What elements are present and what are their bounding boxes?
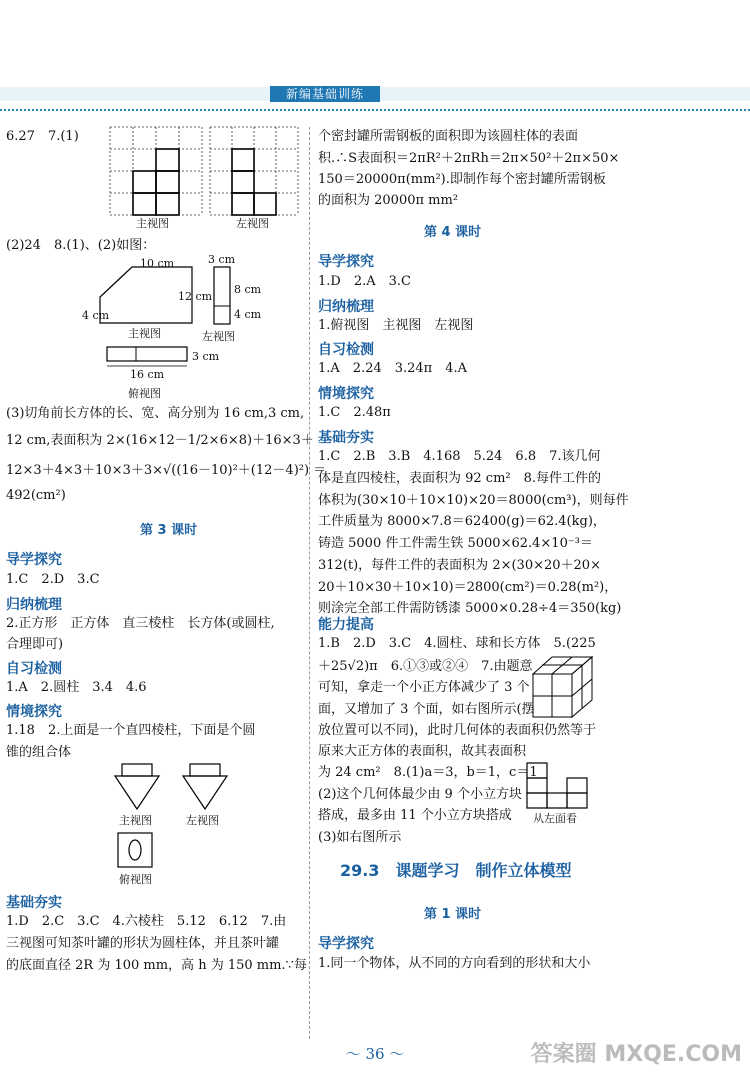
right-jichu-1: 1.C 2.B 3.B 4.168 5.24 6.8 7.该几何 bbox=[318, 449, 601, 464]
right-jichu-heading: 基础夯实 bbox=[318, 430, 374, 446]
right-guina-heading: 归纳梳理 bbox=[318, 299, 374, 315]
right-jichu-3: 体积为(30×10＋10×10)×20＝8000(cm³)，则每件 bbox=[318, 493, 629, 508]
page-header bbox=[0, 0, 750, 118]
lesson1-title: 第 1 课时 bbox=[424, 907, 482, 922]
cube-stack-figure bbox=[532, 656, 596, 718]
right-nengli-7: 为 24 cm² 8.(1)a＝3，b＝1，c＝1 bbox=[318, 765, 538, 780]
combo-left-view bbox=[182, 763, 228, 811]
right-qingjing-answer: 1.C 2.48π bbox=[318, 405, 391, 420]
fig-len16: 16 cm bbox=[130, 368, 165, 381]
right-nengli-9: 搭成，最多由 11 个小立方块搭成 bbox=[318, 808, 512, 823]
left-jichu-heading: 基础夯实 bbox=[6, 895, 62, 911]
right-daoxue-answer: 1.D 2.A 3.C bbox=[318, 274, 411, 289]
left-jichu-3: 的底面直径 2R 为 100 mm，高 h 为 150 mm.∵每 bbox=[6, 958, 307, 973]
fig-h8: 8 cm bbox=[234, 283, 262, 296]
side-view-caption: 从左面看 bbox=[533, 812, 577, 825]
q3-line3: 12×3＋4×3＋10×3＋3×√((16－10)²＋(12－4)²) ＝ bbox=[6, 463, 327, 478]
right-jichu-6: 312(t)，每件工件的表面积为 2×(30×20＋20× bbox=[318, 558, 601, 573]
right-jichu-2: 体是直四棱柱，表面积为 92 cm² 8.每件工件的 bbox=[318, 471, 602, 486]
left-jichu-1: 1.D 2.C 3.C 4.六棱柱 5.12 6.12 7.由 bbox=[6, 914, 287, 929]
fig-top-caption: 俯视图 bbox=[128, 387, 161, 400]
grid-left-view bbox=[210, 127, 298, 215]
combo-front-view bbox=[114, 763, 160, 811]
q2-8: (2)24 8.(1)、(2)如图： bbox=[6, 238, 156, 253]
header-title: 新编基础训练 bbox=[270, 86, 380, 102]
right-jichu-4: 工件质量为 8000×7.8＝62400(g)＝62.4(kg)， bbox=[318, 514, 606, 529]
right-last-line: 1.同一个物体，从不同的方向看到的形状和大小 bbox=[318, 956, 591, 971]
right-guina-answer: 1.俯视图 主视图 左视图 bbox=[318, 318, 474, 333]
lesson4-title: 第 4 课时 bbox=[424, 225, 482, 240]
q3-line4: 492(cm²) bbox=[6, 488, 66, 503]
v-top-caption: 俯视图 bbox=[119, 873, 152, 886]
left-daoxue-answer: 1.C 2.D 3.C bbox=[6, 572, 100, 587]
grid-left-caption: 左视图 bbox=[236, 217, 269, 230]
right-jichu-5: 铸造 5000 件工件需生铁 5000×62.4×10⁻³＝ bbox=[318, 536, 593, 551]
fig-top3: 3 cm bbox=[192, 350, 220, 363]
right-nengli-4: 面，又增加了 3 个面，如右图所示(摆 bbox=[318, 702, 535, 717]
header-dotted-rule bbox=[0, 109, 750, 111]
right-zixi-heading: 自习检测 bbox=[318, 342, 374, 358]
right-daoxue2-heading: 导学探究 bbox=[318, 936, 374, 952]
right-line2: 积.∴S表面积＝2πR²＋2πRh＝2π×50²＋2π×50× bbox=[318, 151, 620, 166]
right-qingjing-heading: 情境探究 bbox=[318, 386, 374, 402]
column-divider bbox=[309, 127, 310, 1039]
right-nengli-2: ＋25√2)π 6.①③或②④ 7.由题意 bbox=[318, 659, 533, 674]
fig-h12: 12 cm bbox=[178, 290, 213, 303]
lesson3-title: 第 3 课时 bbox=[140, 523, 198, 538]
right-nengli-3: 可知，拿走一个小正方体减少了 3 个 bbox=[318, 680, 530, 695]
v-front-caption: 主视图 bbox=[119, 814, 152, 827]
left-daoxue-heading: 导学探究 bbox=[6, 552, 62, 568]
right-jichu-8: 则涂完全部工件需防锈漆 5000×0.28÷4＝350(kg) bbox=[318, 601, 622, 616]
fig-h4b: 4 cm bbox=[234, 308, 262, 321]
q3-line1: (3)切角前长方体的长、宽、高分别为 16 cm,3 cm, bbox=[6, 406, 305, 421]
left-zixi-answer: 1.A 2.圆柱 3.4 4.6 bbox=[6, 680, 147, 695]
fig-front-caption: 主视图 bbox=[128, 327, 161, 340]
right-zixi-answer: 1.A 2.24 3.24π 4.A bbox=[318, 361, 468, 376]
left-guina-answer1: 2.正方形 正方体 直三棱柱 长方体(或圆柱, bbox=[6, 616, 275, 631]
fig-left-caption: 左视图 bbox=[202, 330, 235, 343]
left-qingjing-answer2: 锥的组合体 bbox=[6, 745, 72, 760]
cut-block-left-view bbox=[213, 266, 231, 326]
section-29-3-title: 29.3 课题学习 制作立体模型 bbox=[340, 861, 572, 880]
left-guina-heading: 归纳梳理 bbox=[6, 597, 62, 613]
q6-7: 6.27 7.(1) bbox=[6, 129, 79, 144]
right-line3: 150＝20000π(mm²).即制作每个密封罐所需钢板 bbox=[318, 172, 606, 187]
fig-top-len: 10 cm bbox=[140, 257, 175, 270]
fig-w3: 3 cm bbox=[208, 253, 236, 266]
grid-front-caption: 主视图 bbox=[136, 217, 169, 230]
right-line1: 个密封罐所需钢板的面积即为该圆柱体的表面 bbox=[318, 129, 579, 144]
combo-top-view bbox=[117, 832, 153, 868]
right-nengli-6: 原来大正方体的表面积，故其表面积 bbox=[318, 744, 527, 759]
left-jichu-2: 三视图可知茶叶罐的形状为圆柱体，并且茶叶罐 bbox=[6, 936, 280, 951]
q3-line2: 12 cm,表面积为 2×(16×12－1/2×6×8)＋16×3＋ bbox=[6, 433, 314, 448]
fig-h4: 4 cm bbox=[82, 309, 110, 322]
grid-front-view bbox=[110, 127, 202, 215]
right-nengli-8: (2)这个几何体最少由 9 个小立方块 bbox=[318, 787, 522, 802]
right-nengli-heading: 能力提高 bbox=[318, 617, 374, 633]
right-daoxue-heading: 导学探究 bbox=[318, 254, 374, 270]
side-view-figure bbox=[526, 762, 590, 810]
right-jichu-7: 20＋10×30＋10×10)＝2800(cm²)＝0.28(m²)， bbox=[318, 580, 618, 595]
cut-block-top-view bbox=[106, 346, 188, 368]
left-qingjing-heading: 情境探究 bbox=[6, 704, 62, 720]
v-left-caption: 左视图 bbox=[186, 814, 219, 827]
left-guina-answer2: 合理即可) bbox=[6, 637, 64, 652]
right-line4: 的面积为 20000π mm² bbox=[318, 193, 459, 208]
right-nengli-5: 放位置可以不同)，此时几何体的表面积仍然等于 bbox=[318, 723, 597, 738]
watermark: 答案圈 MXQE.COM bbox=[530, 1042, 742, 1067]
right-nengli-10: (3)如右图所示 bbox=[318, 830, 402, 845]
page-number: ～ 36 ～ bbox=[345, 1045, 405, 1063]
left-zixi-heading: 自习检测 bbox=[6, 661, 62, 677]
left-qingjing-answer1: 1.18 2.上面是一个直四棱柱，下面是个圆 bbox=[6, 723, 256, 738]
right-nengli-1: 1.B 2.D 3.C 4.圆柱、球和长方体 5.(225 bbox=[318, 636, 596, 651]
